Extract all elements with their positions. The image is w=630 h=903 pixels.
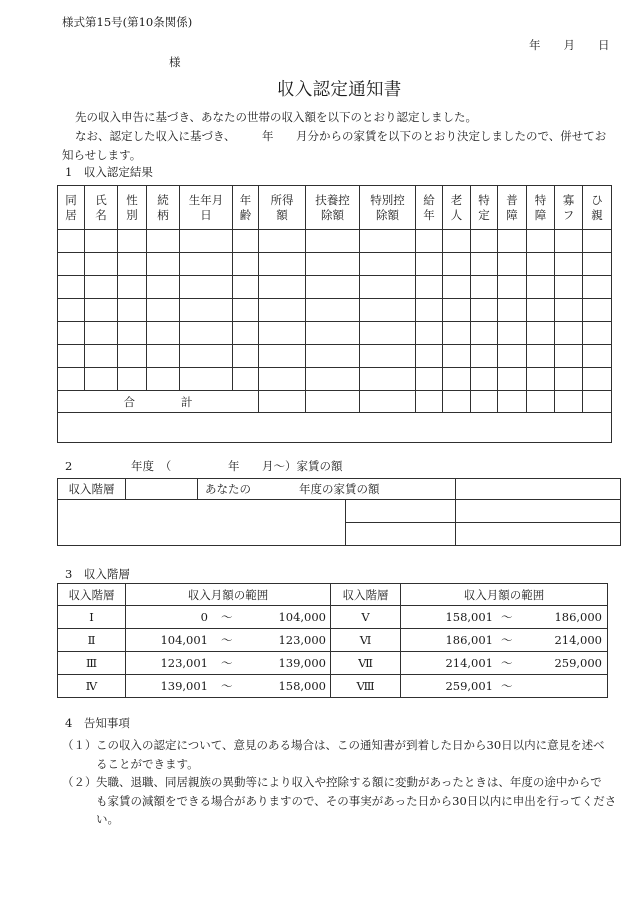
header-line: 額 xyxy=(276,207,288,222)
intro-line-2-year: 年 xyxy=(262,129,274,143)
header-line: 年 xyxy=(423,207,435,222)
range-from: 139,001 xyxy=(160,679,208,693)
result-cell xyxy=(443,345,471,368)
result-cell xyxy=(259,345,306,368)
intro-line-2-rest: 月分からの家賃を以下のとおり決定しましたので、併せてお xyxy=(296,129,607,143)
result-cell xyxy=(118,276,147,299)
result-cell xyxy=(180,299,233,322)
result-cell xyxy=(471,368,498,391)
range-to: 104,000 xyxy=(278,610,326,624)
header-income-class: 収入階層 xyxy=(58,584,126,606)
result-cell xyxy=(306,230,360,253)
header-income-class: 収入階層 xyxy=(331,584,401,606)
result-cell xyxy=(147,299,180,322)
income-class: Ⅲ xyxy=(58,652,126,675)
header-line: 生年月 xyxy=(188,192,224,207)
result-row xyxy=(58,299,612,322)
total-cell xyxy=(443,391,471,413)
result-cell xyxy=(443,299,471,322)
range-to: 186,000 xyxy=(554,610,602,624)
result-cell xyxy=(416,253,443,276)
header-income-range: 収入月額の範囲 xyxy=(401,584,608,606)
header-line: 障 xyxy=(506,207,518,222)
income-class: Ⅱ xyxy=(58,629,126,652)
income-class: Ⅰ xyxy=(58,606,126,629)
result-cell xyxy=(85,276,118,299)
header-dependent-deduction xyxy=(306,186,360,230)
rent-label-cell xyxy=(198,479,456,500)
notice-line: も家賃の減額をできる場合がありますので、その事実があった日から30日以内に申出を行ってくださ xyxy=(96,793,617,808)
result-cell xyxy=(527,322,555,345)
result-cell xyxy=(233,345,259,368)
header-line: 普 xyxy=(506,192,518,207)
notice-item-body xyxy=(96,773,616,829)
header-line: 老 xyxy=(450,192,463,207)
rent-cell xyxy=(456,500,621,523)
total-cell xyxy=(583,391,612,413)
result-cell xyxy=(58,345,85,368)
intro-line-3: 知らせします。 xyxy=(62,148,142,162)
result-cell xyxy=(147,230,180,253)
header-line: 特 xyxy=(478,192,490,207)
rent-header-row xyxy=(58,479,621,500)
header-line: 氏 xyxy=(95,192,107,207)
header-line: 年 xyxy=(239,192,252,207)
header-age xyxy=(233,186,259,230)
range-to: 214,000 xyxy=(554,633,602,647)
result-rows xyxy=(58,230,612,391)
header-line: 定 xyxy=(478,207,490,222)
result-cell xyxy=(471,299,498,322)
result-cell xyxy=(498,368,527,391)
header-line: 除額 xyxy=(376,207,399,222)
result-cell xyxy=(583,230,612,253)
notice-line: ることができます。 xyxy=(96,756,199,771)
result-cell xyxy=(147,253,180,276)
result-cell xyxy=(233,276,259,299)
result-cell xyxy=(306,276,360,299)
result-cell xyxy=(555,345,583,368)
notice-item-label: （１） xyxy=(62,738,97,752)
rent-blank-cell xyxy=(58,500,346,546)
header-special-disability xyxy=(527,186,555,230)
result-cell xyxy=(58,253,85,276)
income-class: Ⅷ xyxy=(331,675,401,698)
header-widow xyxy=(555,186,583,230)
result-cell xyxy=(555,253,583,276)
result-cell xyxy=(416,276,443,299)
result-cell xyxy=(360,345,416,368)
header-line: 特別控 xyxy=(370,192,405,207)
result-cell xyxy=(498,253,527,276)
total-cell xyxy=(471,391,498,413)
section2-heading-fiscal: 年度 （ xyxy=(131,459,172,473)
total-cell xyxy=(498,391,527,413)
result-cell xyxy=(85,322,118,345)
result-cell xyxy=(527,299,555,322)
result-row xyxy=(58,276,612,299)
result-cell xyxy=(527,345,555,368)
header-sex xyxy=(118,186,147,230)
result-cell xyxy=(416,299,443,322)
result-cell xyxy=(527,276,555,299)
income-class-row xyxy=(58,606,608,629)
result-cell xyxy=(360,299,416,322)
rent-value-cell xyxy=(456,479,621,500)
income-range xyxy=(401,629,608,652)
result-cell xyxy=(583,276,612,299)
result-cell xyxy=(58,230,85,253)
result-total xyxy=(58,391,612,443)
section2-heading-number: 2 xyxy=(65,459,73,473)
range-to: 139,000 xyxy=(278,656,326,670)
result-cell xyxy=(443,322,471,345)
result-cell xyxy=(583,368,612,391)
header-line: 給 xyxy=(423,192,435,207)
result-cell xyxy=(180,345,233,368)
header-line: 除額 xyxy=(321,207,344,222)
rent-row xyxy=(58,500,621,523)
result-cell xyxy=(118,345,147,368)
result-cell xyxy=(180,253,233,276)
header-specified-dependent xyxy=(471,186,498,230)
header-income xyxy=(259,186,306,230)
result-cell xyxy=(233,253,259,276)
header-single-parent xyxy=(583,186,612,230)
header-line: 特 xyxy=(534,192,547,207)
range-from: 186,001 xyxy=(445,633,493,647)
result-cell xyxy=(233,322,259,345)
range-from: 214,001 xyxy=(445,656,493,670)
result-cell xyxy=(498,299,527,322)
header-line: 性 xyxy=(126,192,138,207)
result-cell xyxy=(498,276,527,299)
result-cell xyxy=(118,322,147,345)
result-cell xyxy=(471,276,498,299)
result-cell xyxy=(147,345,180,368)
header-cohabiting xyxy=(58,186,85,230)
header-line: ひ xyxy=(591,192,603,207)
result-cell xyxy=(259,368,306,391)
header-line: 障 xyxy=(534,207,547,222)
result-row xyxy=(58,368,612,391)
income-range xyxy=(126,652,331,675)
income-range xyxy=(401,675,608,698)
result-cell xyxy=(555,230,583,253)
result-cell xyxy=(259,230,306,253)
income-class-row xyxy=(58,652,608,675)
total-label: 合 計 xyxy=(123,394,193,409)
section3-heading: 3 収入階層 xyxy=(65,567,130,581)
notice-line: 失職、退職、同居親族の異動等により収入や控除する額に変動があったときは、年度の途中からで xyxy=(96,775,602,789)
total-cell xyxy=(306,391,360,413)
range-tilde: ～ xyxy=(501,633,513,647)
header-line: フ xyxy=(562,207,575,222)
notice-line: この収入の認定について、意見のある場合は、この通知書が到着した日から30日以内に意見を述べ xyxy=(96,738,605,752)
result-cell xyxy=(360,322,416,345)
income-class: Ⅴ xyxy=(331,606,401,629)
header-line: 柄 xyxy=(157,207,169,222)
result-cell xyxy=(259,322,306,345)
result-cell xyxy=(306,345,360,368)
range-from: 0 xyxy=(200,610,208,624)
result-cell xyxy=(259,276,306,299)
result-cell xyxy=(58,276,85,299)
result-cell xyxy=(118,368,147,391)
range-tilde: ～ xyxy=(221,610,233,624)
range-tilde: ～ xyxy=(221,656,233,670)
result-cell xyxy=(471,230,498,253)
income-class-label-cell xyxy=(58,479,126,500)
result-cell xyxy=(85,253,118,276)
result-cell xyxy=(180,368,233,391)
range-tilde: ～ xyxy=(221,633,233,647)
result-cell xyxy=(527,368,555,391)
income-class-value-cell xyxy=(126,479,198,500)
result-cell xyxy=(180,322,233,345)
range-to: 123,000 xyxy=(278,633,326,647)
header-line: 別 xyxy=(126,207,138,222)
result-cell xyxy=(233,368,259,391)
header-income-range: 収入月額の範囲 xyxy=(126,584,331,606)
result-cell xyxy=(498,230,527,253)
income-class: Ⅳ xyxy=(58,675,126,698)
document-title: 収入認定通知書 xyxy=(277,80,402,100)
result-cell xyxy=(147,276,180,299)
intro-line-1: 先の収入申告に基づき、あなたの世帯の収入額を以下のとおり認定しました。 xyxy=(75,110,478,124)
result-cell xyxy=(527,230,555,253)
blank-row xyxy=(58,413,612,443)
header-line: 同 xyxy=(65,192,77,207)
notice-item-body xyxy=(96,736,605,773)
result-cell xyxy=(180,276,233,299)
result-cell xyxy=(85,368,118,391)
result-cell xyxy=(498,345,527,368)
total-cell xyxy=(555,391,583,413)
result-cell xyxy=(360,368,416,391)
result-cell xyxy=(118,230,147,253)
income-class-table xyxy=(57,583,608,698)
header-name xyxy=(85,186,118,230)
header-line: 居 xyxy=(65,207,77,222)
result-cell xyxy=(443,253,471,276)
notice-line: い。 xyxy=(96,812,119,826)
range-tilde: ～ xyxy=(501,656,513,670)
result-cell xyxy=(583,345,612,368)
blank-cell xyxy=(58,413,612,443)
result-cell xyxy=(416,368,443,391)
result-cell xyxy=(360,253,416,276)
header-line: 所得 xyxy=(270,192,294,207)
result-cell xyxy=(85,345,118,368)
income-result-table xyxy=(57,185,612,443)
result-cell xyxy=(233,230,259,253)
range-from: 104,001 xyxy=(160,633,208,647)
result-cell xyxy=(306,322,360,345)
result-row xyxy=(58,322,612,345)
income-range xyxy=(401,652,608,675)
header-line: 人 xyxy=(450,207,463,222)
result-cell xyxy=(180,230,233,253)
result-cell xyxy=(555,299,583,322)
result-cell xyxy=(527,253,555,276)
form-number: 様式第15号(第10条関係) xyxy=(62,15,193,29)
total-cell xyxy=(360,391,416,413)
rent-cell xyxy=(346,523,456,546)
range-to: 259,000 xyxy=(554,656,602,670)
income-range xyxy=(126,629,331,652)
header-row xyxy=(58,186,612,230)
result-cell xyxy=(471,253,498,276)
rent-label-a: あなたの xyxy=(205,482,251,496)
header-elderly xyxy=(443,186,471,230)
range-tilde: ～ xyxy=(501,610,513,624)
rent-cell xyxy=(456,523,621,546)
range-from: 123,001 xyxy=(160,656,208,670)
result-cell xyxy=(555,368,583,391)
result-cell xyxy=(471,345,498,368)
result-row xyxy=(58,345,612,368)
total-label-cell xyxy=(58,391,259,413)
rent-cell xyxy=(346,500,456,523)
header-line: 親 xyxy=(591,207,603,222)
income-class-row xyxy=(58,675,608,698)
result-cell xyxy=(306,368,360,391)
result-cell xyxy=(58,368,85,391)
total-cell xyxy=(527,391,555,413)
section2-heading-rest: 月～）家賃の額 xyxy=(262,459,343,473)
addressee-suffix: 様 xyxy=(169,55,181,69)
header-line: 日 xyxy=(200,207,212,222)
income-range xyxy=(401,606,608,629)
income-class-label: 収入階層 xyxy=(68,482,115,496)
result-cell xyxy=(85,230,118,253)
income-class: Ⅵ xyxy=(331,629,401,652)
result-cell xyxy=(583,253,612,276)
result-cell xyxy=(233,299,259,322)
result-cell xyxy=(443,276,471,299)
result-row xyxy=(58,253,612,276)
result-cell xyxy=(583,299,612,322)
section4-heading: 4 告知事項 xyxy=(65,716,130,730)
result-cell xyxy=(306,253,360,276)
header-salary-pension xyxy=(416,186,443,230)
result-cell xyxy=(118,253,147,276)
result-cell xyxy=(416,322,443,345)
result-cell xyxy=(118,299,147,322)
income-class-header-row xyxy=(58,584,608,606)
header-ordinary-disability xyxy=(498,186,527,230)
header-line: 寡 xyxy=(562,192,575,207)
section2-heading-year: 年 xyxy=(228,459,240,473)
section1-heading: 1 収入認定結果 xyxy=(65,165,153,179)
result-cell xyxy=(259,253,306,276)
issue-date: 年 月 日 xyxy=(529,38,610,52)
result-cell xyxy=(443,230,471,253)
result-cell xyxy=(259,299,306,322)
total-cell xyxy=(416,391,443,413)
header-line: 続 xyxy=(157,192,169,207)
income-range xyxy=(126,606,331,629)
result-cell xyxy=(443,368,471,391)
header-special-deduction xyxy=(360,186,416,230)
result-cell xyxy=(306,299,360,322)
rent-label-b: 年度の家賃の額 xyxy=(299,482,380,496)
total-cell xyxy=(259,391,306,413)
range-tilde: ～ xyxy=(501,679,513,693)
result-cell xyxy=(147,368,180,391)
header-relationship xyxy=(147,186,180,230)
header-line: 名 xyxy=(95,207,107,222)
result-cell xyxy=(416,345,443,368)
result-cell xyxy=(471,322,498,345)
result-cell xyxy=(85,299,118,322)
range-tilde: ～ xyxy=(221,679,233,693)
result-cell xyxy=(498,322,527,345)
rent-table xyxy=(57,478,621,546)
result-cell xyxy=(58,322,85,345)
header-birthdate xyxy=(180,186,233,230)
range-from: 158,001 xyxy=(445,610,493,624)
header-line: 扶養控 xyxy=(315,192,350,207)
total-row xyxy=(58,391,612,413)
income-class-row xyxy=(58,629,608,652)
result-cell xyxy=(583,322,612,345)
intro-line-2-start: なお、認定した収入に基づき、 xyxy=(75,129,236,143)
income-range xyxy=(126,675,331,698)
result-cell xyxy=(360,276,416,299)
result-cell xyxy=(147,322,180,345)
result-cell xyxy=(555,322,583,345)
result-cell xyxy=(555,276,583,299)
result-cell xyxy=(360,230,416,253)
range-from: 259,001 xyxy=(445,679,493,693)
result-cell xyxy=(416,230,443,253)
income-class: Ⅶ xyxy=(331,652,401,675)
result-cell xyxy=(58,299,85,322)
notice-item-label: （２） xyxy=(62,775,97,789)
range-to: 158,000 xyxy=(278,679,326,693)
result-row xyxy=(58,230,612,253)
header-line: 齢 xyxy=(239,207,252,222)
